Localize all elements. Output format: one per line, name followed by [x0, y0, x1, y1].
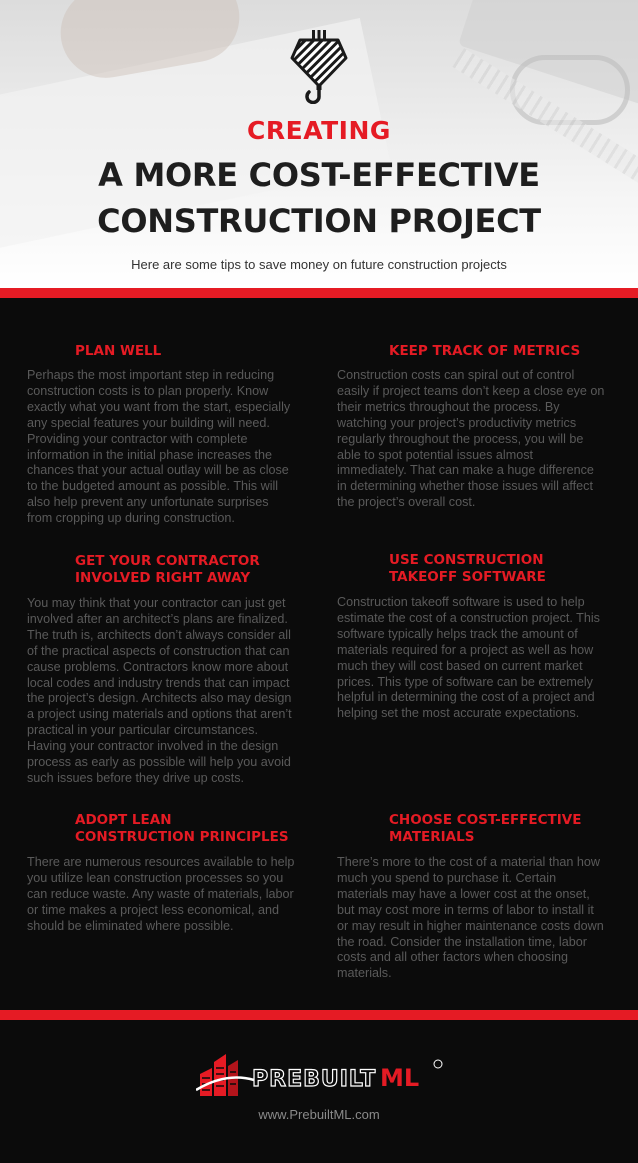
- crane-hook-icon: [290, 28, 348, 104]
- tip-body: Construction costs can spiral out of control easily if project teams don’t keep a close eye on their metrics throughout the process. By watching your project’s productivity metrics regularly throughout the process, you will be able to spot potential issues almost immediately. That can make a huge difference in determining whether those issues will affect the project’s overall cost.: [337, 368, 605, 510]
- tip-keep-track-of-metrics: [337, 343, 605, 511]
- tip-heading: KEEP TRACK OF METRICS: [389, 343, 581, 359]
- tip-heading: GET YOUR CONTRACTOR INVOLVED RIGHT AWAY: [75, 553, 260, 586]
- page-title-line2: CONSTRUCTION PROJECT: [97, 202, 541, 240]
- tip-body: Construction takeoff software is used to help estimate the cost of a construction project. This software typically helps track the amount of materials required for a project as well as how much they will cost based on current market prices. This type of software can be extremely helpful in determining the cost of a project and helping set the most accurate expectations.: [337, 595, 600, 721]
- tip-body: There are numerous resources available to help you utilize lean construction processes so you can reduce waste. Any waste of materials, labor or time makes a project less economical, and should be eliminated where possible.: [27, 855, 295, 933]
- tip-choose-materials: [337, 812, 605, 982]
- footer-url: www.PrebuiltML.com: [258, 1107, 380, 1122]
- bottom-divider-bar: [0, 1010, 638, 1020]
- page-subtitle: Here are some tips to save money on future construction projects: [131, 257, 507, 272]
- logo-text-prefix: PREBUILT: [252, 1067, 377, 1092]
- tip-heading: USE CONSTRUCTION TAKEOFF SOFTWARE: [389, 552, 546, 585]
- header-section: [0, 0, 638, 288]
- tip-plan-well: [27, 343, 295, 527]
- tip-heading: ADOPT LEAN CONSTRUCTION PRINCIPLES: [75, 812, 289, 845]
- tip-adopt-lean-construction: [27, 812, 295, 935]
- top-divider-bar: [0, 288, 638, 298]
- tip-body: Perhaps the most important step in reducing construction costs is to plan properly. Know exactly what you want from the start, especially any special features your building will need. Providing your contractor with complete information in the initial phase increases the chances that your actual outlay will be as close to the budgeted amount as possible. This will also help prevent any unfortunate surprises from cropping up during construction.: [27, 368, 291, 526]
- logo-text-suffix: ML: [380, 1064, 420, 1092]
- tip-heading: CHOOSE COST-EFFECTIVE MATERIALS: [389, 812, 582, 845]
- tip-use-takeoff-software: [337, 552, 605, 722]
- tip-heading: PLAN WELL: [75, 343, 162, 359]
- tip-body: There’s more to the cost of a material than how much you spend to purchase it. Certain materials may have a lower cost at the onset, but may cost more in terms of labor to install it or may result in higher maintenance costs down the road. Consider the installation time, labor costs and all other factors when choosing materials.: [337, 855, 604, 981]
- title-creating: CREATING: [247, 116, 391, 145]
- tip-get-contractor-involved: [27, 553, 295, 787]
- page-title-line1: A MORE COST-EFFECTIVE: [98, 156, 540, 194]
- prebuiltml-logo: [196, 1050, 446, 1098]
- tip-body: You may think that your contractor can just get involved after an architect’s plans are finalized. The truth is, architects don’t always consider all of the practical aspects of construction that can cause problems. Contractors know more about local codes and industry trends that can impact the project’s design. Architects also may design a project using materials and options that aren’t practical in your particular circumstances. Having your contractor involved in the design process as early as possible will help you avoid such issues before they drive up costs.: [27, 596, 292, 785]
- building-logo-icon: [196, 1054, 254, 1096]
